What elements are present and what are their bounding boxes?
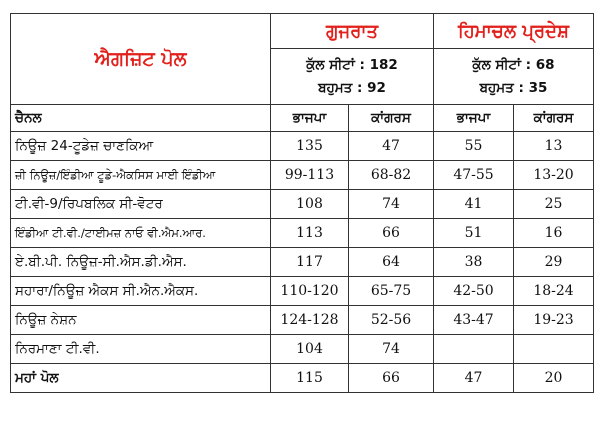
himachal-congress-value (514, 335, 594, 364)
himachal-bjp-value: 51 (434, 219, 514, 248)
gujarat-congress-value: 52-56 (349, 306, 434, 335)
column-header-gujarat-bjp: ਭਾਜਪਾ (271, 105, 349, 132)
channel-name: ਨਿਊਜ਼ ਨੇਸ਼ਨ (11, 306, 271, 335)
gujarat-bjp-value: 104 (271, 335, 349, 364)
channel-name: ਜ਼ੀ ਨਿਊਜ਼/ਇੰਡੀਆ ਟੂਡੇ-ਐਕਸਿਸ ਮਾਈ ਇੰਡੀਆ (11, 161, 271, 190)
total-seats-himachal: ਕੁੱਲ ਸੀਟਾਂ : 68 (472, 56, 555, 73)
himachal-congress-value: 13-20 (514, 161, 594, 190)
state-header-row (11, 14, 594, 49)
channel-name: ਟੀ.ਵੀ-9/ਰਿਪਬਲਿਕ ਸੀ-ਵੋਟਰ (11, 190, 271, 219)
himachal-bjp-value: 43-47 (434, 306, 514, 335)
column-header-himachal-congress: ਕਾਂਗਰਸ (514, 105, 594, 132)
majority-gujarat: ਬਹੁਮਤ : 92 (318, 79, 386, 96)
column-header-channel: ਚੈਨਲ (11, 105, 271, 132)
himachal-congress-value: 18-24 (514, 277, 594, 306)
state-name-himachal: ਹਿਮਾਚਲ ਪ੍ਰਦੇਸ਼ (434, 14, 594, 49)
channel-name: ਨਿਊਜ਼ 24-ਟੂਡੇਜ਼ ਚਾਣਕਿਆ (11, 132, 271, 161)
gujarat-congress-value: 65-75 (349, 277, 434, 306)
table-row (11, 132, 594, 161)
table-row (11, 219, 594, 248)
himachal-bjp-value: 41 (434, 190, 514, 219)
himachal-congress-value: 16 (514, 219, 594, 248)
gujarat-congress-value: 64 (349, 248, 434, 277)
column-header-row (11, 105, 594, 132)
gujarat-bjp-value: 115 (271, 364, 349, 393)
channel-name: ਸਹਾਰਾ/ਨਿਊਜ਼ ਐਕਸ ਸੀ.ਐਨ.ਐਕਸ. (11, 277, 271, 306)
channel-name: ਨਿਰਮਾਣਾ ਟੀ.ਵੀ. (11, 335, 271, 364)
himachal-congress-value: 29 (514, 248, 594, 277)
column-header-gujarat-congress: ਕਾਂਗਰਸ (349, 105, 434, 132)
gujarat-bjp-value: 110-120 (271, 277, 349, 306)
himachal-congress-value: 13 (514, 132, 594, 161)
gujarat-congress-value: 74 (349, 190, 434, 219)
total-seats-gujarat: ਕੁੱਲ ਸੀਟਾਂ : 182 (306, 56, 398, 73)
channel-name: ਇੰਡੀਆ ਟੀ.ਵੀ./ਟਾਈਮਜ਼ ਨਾਓ ਵੀ.ਐਮ.ਆਰ. (11, 219, 271, 248)
himachal-congress-value: 20 (514, 364, 594, 393)
table-row (11, 277, 594, 306)
channel-name: ਮਹਾਂ ਪੋਲ (11, 364, 271, 393)
column-header-himachal-bjp: ਭਾਜਪਾ (434, 105, 514, 132)
himachal-congress-value: 25 (514, 190, 594, 219)
table-row (11, 306, 594, 335)
majority-himachal: ਬਹੁਮਤ : 35 (479, 79, 548, 96)
table-row (11, 248, 594, 277)
himachal-bjp-value: 47-55 (434, 161, 514, 190)
gujarat-bjp-value: 99-113 (271, 161, 349, 190)
table-row-maha-poll (11, 364, 594, 393)
state-info-himachal (434, 49, 594, 105)
channel-name: ਏ.ਬੀ.ਪੀ. ਨਿਊਜ਼-ਸੀ.ਐਸ.ਡੀ.ਐਸ. (11, 248, 271, 277)
gujarat-bjp-value: 117 (271, 248, 349, 277)
table-row (11, 335, 594, 364)
gujarat-congress-value: 74 (349, 335, 434, 364)
exit-poll-table (10, 13, 594, 393)
himachal-bjp-value (434, 335, 514, 364)
gujarat-congress-value: 68-82 (349, 161, 434, 190)
himachal-congress-value: 19-23 (514, 306, 594, 335)
himachal-bjp-value: 47 (434, 364, 514, 393)
himachal-bjp-value: 38 (434, 248, 514, 277)
gujarat-bjp-value: 108 (271, 190, 349, 219)
himachal-bjp-value: 55 (434, 132, 514, 161)
gujarat-bjp-value: 113 (271, 219, 349, 248)
page-title: ਐਗਜ਼ਿਟ ਪੋਲ (11, 14, 271, 105)
gujarat-congress-value: 47 (349, 132, 434, 161)
table-row (11, 161, 594, 190)
gujarat-congress-value: 66 (349, 219, 434, 248)
gujarat-congress-value: 66 (349, 364, 434, 393)
himachal-bjp-value: 42-50 (434, 277, 514, 306)
gujarat-bjp-value: 135 (271, 132, 349, 161)
table-row (11, 190, 594, 219)
gujarat-bjp-value: 124-128 (271, 306, 349, 335)
state-name-gujarat: ਗੁਜਰਾਤ (271, 14, 434, 49)
state-info-gujarat (271, 49, 434, 105)
